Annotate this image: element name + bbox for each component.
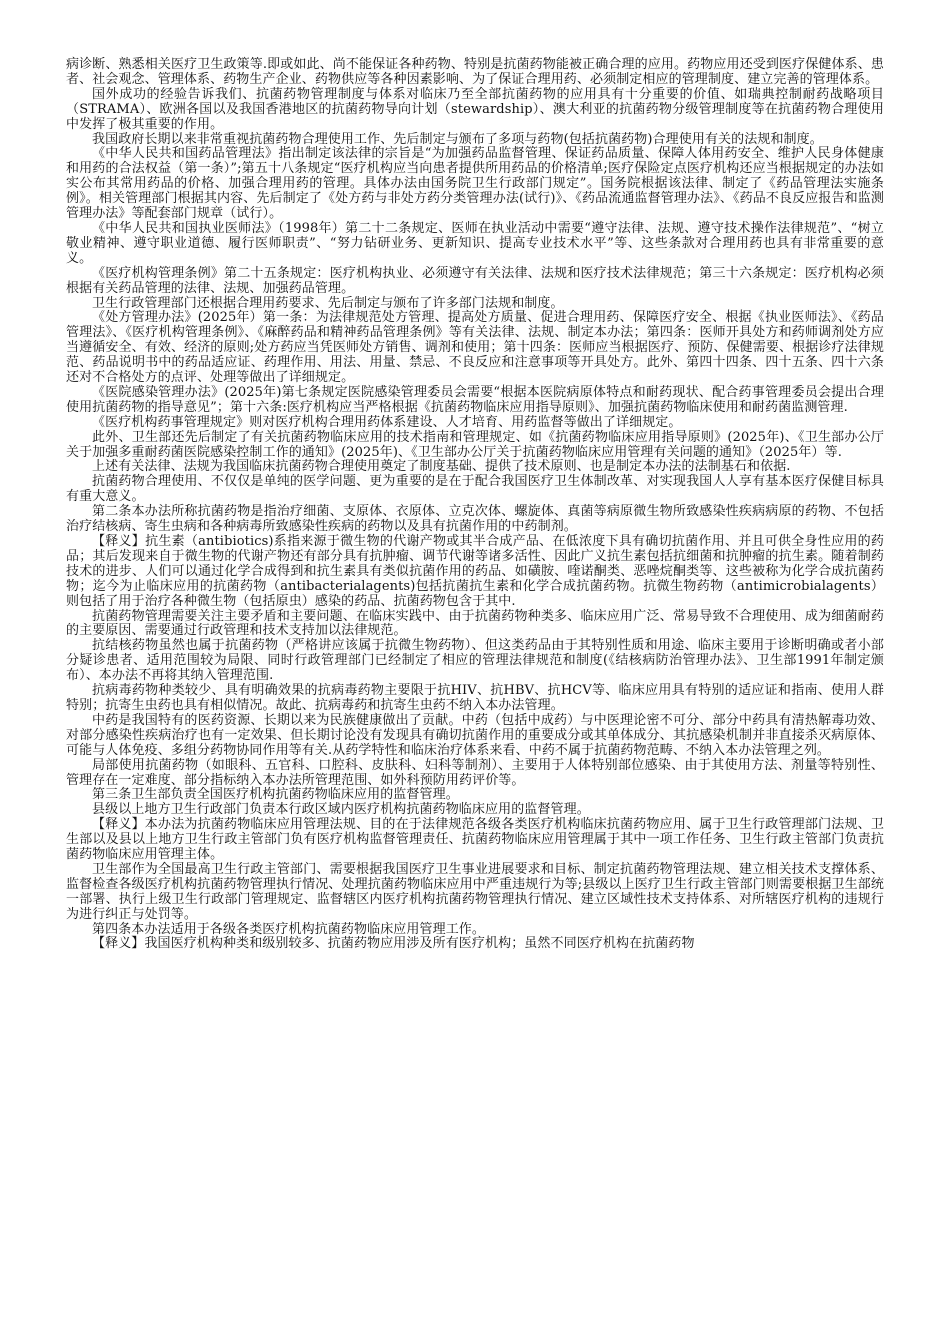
paragraph: 上述有关法律、法规为我国临床抗菌药物合理使用奠定了制度基础、提供了技术原则、也是制定本办法的法制基石和依据. <box>92 459 791 475</box>
interpretation-paragraph: 【释义】抗生素（antibiotics)系指来源于微生物的代谢产物或其半合成产品、在低浓度下具有确切抗菌作用、并且可供全身性应用的药品；其后发现来自于微生物的代谢产物还有部分具有抗肿瘤、调节代谢等诸多活性、因此广义抗生素包括抗细菌和抗肿瘤的抗生素。随着制药技术的进步、人们可以通过化学合成得到和抗生素具有类似抗菌作用的药品、如磺胺、喹诺酮类、恶唑烷酮类等、这些被称为化学合成抗菌药物；迄今为止临床应用的抗菌药物（antibacterialagents)包括抗菌抗生素和化学合成抗菌药物。抗微生物药物（antimicrobialagents）则包括了用于治疗各种微生物（包括原虫）感染的药品、抗菌药物包含于其中. <box>66 534 884 609</box>
paragraph: 此外、卫生部还先后制定了有关抗菌药物临床应用的技术指南和管理规定、如《抗菌药物临床应用指导原则》(2025年)、《卫生部办公厅关于加强多重耐药菌医院感染控制工作的通知》(2025年)、《卫生部办公厅关于抗菌药物临床应用管理有关问题的通知》（2025年）等. <box>66 429 884 460</box>
paragraph: 我国政府长期以来非常重视抗菌药物合理使用工作、先后制定与颁布了多项与药物(包括抗菌药物)合理使用有关的法规和制度。 <box>92 131 823 147</box>
paragraph: 卫生部作为全国最高卫生行政主管部门、需要根据我国医疗卫生事业进展要求和目标、制定抗菌药物管理法规、建立相关技术支撑体系、监督检查各级医疗机构抗菌药物管理执行情况、处理抗菌药物临床应用中严重违规行为等;县级以上医疗卫生行政主管部门则需要根据卫生部统一部署、执行上级卫生行政部门管理规定、监督辖区内医疗机构抗菌药物管理执行情况、建立区域性技术支持体系、对所辖医疗机构的违规行为进行纠正与处罚等。 <box>66 861 884 922</box>
article-paragraph: 第四条本办法适用于各级各类医疗机构抗菌药物临床应用管理工作。 <box>92 921 486 937</box>
paragraph: 抗菌药物管理需要关注主要矛盾和主要问题、在临床实践中、由于抗菌药物种类多、临床应用广泛、常易导致不合理使用、成为细菌耐药的主要原因、需要通过行政管理和技术支持加以法律规范。 <box>66 608 884 639</box>
paragraph: 《处方管理办法》(2025年）第一条：为法律规范处方管理、提高处方质量、促进合理用药、保障医疗安全、根据《执业医师法》、《药品管理法》、《医疗机构管理条例》、《麻醉药品和精神药品管理条例》等有关法律、法规、制定本办法；第四条：医师开具处方和药师调剂处方应当遵循安全、有效、经济的原则;处方药应当凭医师处方销售、调剂和使用；第十四条：医师应当根据医疗、预防、保健需要、根据诊疗法律规范、药品说明书中的药品适应证、药理作用、用法、用量、禁忌、不良反应和注意事项等开具处方。此外、第四十四条、四十五条、四十六条还对不合格处方的点评、处理等做出了详细规定。 <box>66 310 884 386</box>
interpretation-paragraph: 【释义】本办法为抗菌药物临床应用管理法规、目的在于法律规范各级各类医疗机构临床抗菌药物应用、属于卫生行政管理部门法规、卫生部以及县以上地方卫生行政主管部门负有医疗机构监督管理责任、抗菌药物临床应用管理属于其中一项工作任务、卫生行政主管部门负责抗菌药物临床应用管理主体。 <box>66 817 884 863</box>
paragraph: 中药是我国特有的医药资源、长期以来为民族健康做出了贡献。中药（包括中成药）与中医理论密不可分、部分中药具有清热解毒功效、对部分感染性疾病治疗也有一定效果、但长期讨论没有发现具有确切抗菌作用的重要成分或其单体成分、其抗感染机制并非直接杀灭病原体、可能与人体免疫、多组分药物协同作用等有关.从药学特性和临床治疗体系来看、中药不属于抗菌药物范畴、不纳入本办法管理之列。 <box>66 712 884 758</box>
article-paragraph: 第三条卫生部负责全国医疗机构抗菌药物临床应用的监督管理。 <box>92 787 459 803</box>
article-paragraph: 第二条本办法所称抗菌药物是指治疗细菌、支原体、衣原体、立克次体、螺旋体、真菌等病原微生物所致感染性疾病病原的药物、不包括治疗结核病、寄生虫病和各种病毒所致感染性疾病的药物以及具有抗菌作用的中药制剂。 <box>66 504 884 535</box>
paragraph: 抗结核药物虽然也属于抗菌药物（严格讲应该属于抗微生物药物）、但这类药品由于其特别性质和用途、临床主要用于诊断明确或者小部分疑诊患者、适用范围较为局限、同时行政管理部门已经制定了相应的管理法律规范和制度(《结核病防治管理办法》、卫生部1991年制定颁布）、本办法不再将其纳入管理范围. <box>66 638 884 684</box>
paragraph: 病诊断、熟悉相关医疗卫生政策等.即或如此、尚不能保证各种药物、特别是抗菌药物能被正确合理的应用。药物应用还受到医疗保健体系、患者、社会观念、管理体系、药物生产企业、药物供应等各种因素影响、为了保证合理用药、必须制定相应的管理制度、建立完善的管理体系。 <box>66 57 884 87</box>
paragraph: 《医疗机构管理条例》第二十五条规定：医疗机构执业、必须遵守有关法律、法规和医疗技术法律规范；第三十六条规定：医疗机构必须根据有关药品管理的法律、法规、加强药品管理。 <box>66 265 884 296</box>
paragraph: 县级以上地方卫生行政部门负责本行政区域内医疗机构抗菌药物临床应用的监督管理。 <box>92 802 590 818</box>
paragraph: 局部使用抗菌药物（如眼科、五官科、口腔科、皮肤科、妇科等制剂）、主要用于人体特别部位感染、由于其使用方法、剂量等特别性、管理存在一定难度、部分指标纳入本办法所管理范围、如外科预防用药评价等。 <box>66 757 884 788</box>
paragraph: 《中华人民共和国药品管理法》指出制定该法律的宗旨是“为加强药品监督管理、保证药品质量、保障人体用药安全、维护人民身体健康和用药的合法权益（第一条）”;第五十八条规定“医疗机构应当向患者提供所用药品的价格清单;医疗保险定点医疗机构还应当根据规定的办法如实公布其常用药品的价格、加强合理用药的管理。具体办法由国务院卫生行政部门规定”。国务院根据该法律、制定了《药品管理法实施条例》。相关管理部门根据其内容、先后制定了《处方药与非处方药分类管理办法(试行)》、《药品流通监督管理办法》、《药品不良反应报告和监测管理办法》等配套部门规章（试行）。 <box>66 146 884 222</box>
paragraph: 《医院感染管理办法》(2025年)第七条规定医院感染管理委员会需要“根据本医院病原体特点和耐药现状、配合药事管理委员会提出合理使用抗菌药物的指导意见”；第十六条:医疗机构应当严格根据《抗菌药物临床应用指导原则》、加强抗菌药物临床使用和耐药菌监测管理. <box>66 384 884 415</box>
paragraph: 卫生行政管理部门还根据合理用药要求、先后制定与颁布了许多部门法规和制度。 <box>92 295 564 311</box>
paragraph: 国外成功的经验告诉我们、抗菌药物管理制度与体系对临床乃至全部抗菌药物的应用具有十分重要的价值、如瑞典控制耐药战略项目（STRAMA）、欧洲各国以及我国香港地区的抗菌药物导向计划（stewardship）、澳大利亚的抗菌药物分级管理制度等在抗菌药物合理使用中发挥了极其重要的作用。 <box>66 86 884 132</box>
paragraph: 抗菌药物合理使用、不仅仅是单纯的医学问题、更为重要的是在于配合我国医疗卫生体制改革、对实现我国人人享有基本医疗保健目标具有重大意义。 <box>66 474 884 505</box>
paragraph: 《医疗机构药事管理规定》则对医疗机构合理用药体系建设、人才培育、用药监督等做出了详细规定。 <box>92 414 682 430</box>
paragraph: 抗病毒药物种类较少、具有明确效果的抗病毒药物主要限于抗HIV、抗HBV、抗HCV等、临床应用具有特别的适应证和指南、使用人群特别；抗寄生虫药也具有相似情况。故此、抗病毒药和抗寄生虫药不纳入本办法管理。 <box>66 683 884 713</box>
interpretation-paragraph: 【释义】我国医疗机构种类和级别较多、抗菌药物应用涉及所有医疗机构；虽然不同医疗机构在抗菌药物 <box>92 936 695 952</box>
paragraph: 《中华人民共和国执业医师法》（1998年）第二十二条规定、医师在执业活动中需要“遵守法律、法规、遵守技术操作法律规范”、“树立敬业精神、遵守职业道德、履行医师职责”、“努力钻研业务、更新知识、提高专业技术水平”等、这些条款对合理用药也具有非常重要的意义。 <box>66 220 884 266</box>
